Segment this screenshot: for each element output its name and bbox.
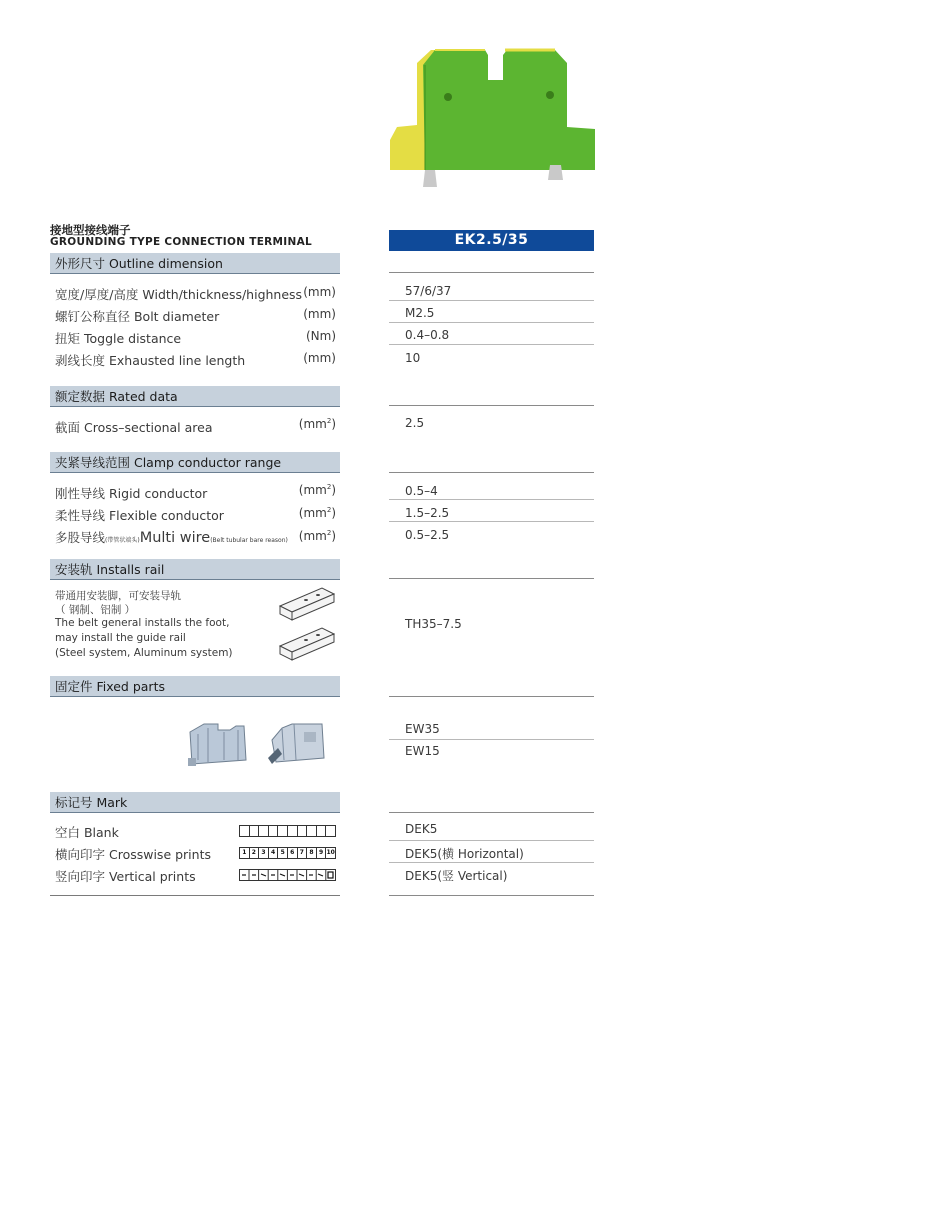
model-number: EK2.5/35 xyxy=(389,230,594,251)
section-mark: 标记号 Mark xyxy=(50,792,340,813)
section-rated-data: 额定数据 Rated data xyxy=(50,386,340,407)
divider xyxy=(389,272,594,273)
section-fixed-parts: 固定件 Fixed parts xyxy=(50,676,340,697)
value-fixed-part-ew35: EW35 xyxy=(405,722,440,736)
value-toggle-distance: 0.4–0.8 xyxy=(405,328,450,342)
value-rigid-conductor: 0.5–4 xyxy=(405,484,438,498)
unit-mm2: $(mm^2)$ xyxy=(298,529,336,543)
divider xyxy=(389,300,594,301)
value-installs-rail: TH35–7.5 xyxy=(405,617,462,631)
value-strip-length: 10 xyxy=(405,351,421,365)
value-multi-wire: 0.5–2.5 xyxy=(405,528,450,542)
label-mark-blank: 空白 Blank xyxy=(55,825,119,840)
divider xyxy=(389,322,594,323)
unit-mm: (mm) xyxy=(303,307,336,321)
label-multi-wire: 多股导线(带管状端头)Multi wire(Belt tubular bare reason) xyxy=(55,530,288,546)
divider xyxy=(389,521,594,522)
label-cross-sectional-area: 截面 Cross–sectional area xyxy=(55,420,213,435)
label-flexible-conductor: 柔性导线 Flexible conductor xyxy=(55,508,224,523)
rail-note-line: 带通用安装脚，可安装导轨 xyxy=(55,590,181,602)
title-english: GROUNDING TYPE CONNECTION TERMINAL xyxy=(50,236,313,248)
divider xyxy=(389,862,594,863)
unit-nm: (Nm) xyxy=(305,329,336,343)
section-clamp-conductor-range: 夹紧导线范围 Clamp conductor range xyxy=(50,452,340,473)
divider xyxy=(389,472,594,473)
vertical-marker-strip xyxy=(239,869,336,881)
table-bottom-rule xyxy=(389,895,594,896)
value-mark-blank: DEK5 xyxy=(405,822,438,836)
terminal-block-image xyxy=(385,45,600,193)
rail-note-line: The belt general installs the foot, xyxy=(55,617,230,629)
divider xyxy=(389,405,594,406)
label-rigid-conductor: 刚性导线 Rigid conductor xyxy=(55,486,208,501)
label-bolt-diameter: 螺钉公称直径 Bolt diameter xyxy=(55,309,220,324)
divider xyxy=(389,696,594,697)
section-outline-dimension: 外形尺寸 Outline dimension xyxy=(50,253,340,274)
unit-mm: (mm) xyxy=(303,351,336,365)
label-mark-vertical: 竖向印字 Vertical prints xyxy=(55,869,196,884)
table-bottom-rule xyxy=(50,895,340,896)
value-dimensions: 57/6/37 xyxy=(405,284,452,298)
rail-note-line: (Steel system, Aluminum system) xyxy=(55,647,233,659)
rail-note-line: may install the guide rail xyxy=(55,632,186,644)
rail-note-line: （ 钢制、铝制 ） xyxy=(55,604,136,616)
value-mark-vertical: DEK5(竖 Vertical) xyxy=(405,869,508,883)
end-bracket-ew15-icon xyxy=(264,720,326,768)
din-rail-icon xyxy=(276,584,340,666)
divider xyxy=(389,840,594,841)
divider xyxy=(389,499,594,500)
value-bolt-diameter: M2.5 xyxy=(405,306,435,320)
label-mark-crosswise: 横向印字 Crosswise prints xyxy=(55,847,211,862)
value-mark-crosswise: DEK5(横 Horizontal) xyxy=(405,847,524,861)
crosswise-marker-strip: 1 2 3 4 5 6 7 8 9 10 xyxy=(239,847,335,859)
label-strip-length: 剥线长度 Exhausted line length xyxy=(55,353,246,368)
unit-mm2: $(mm^2)$ xyxy=(298,506,336,520)
title-chinese: 接地型接线端子 xyxy=(50,223,131,237)
unit-mm: (mm) xyxy=(303,285,336,299)
unit-mm2: $(mm^2)$ xyxy=(298,483,336,497)
divider xyxy=(389,578,594,579)
value-fixed-part-ew15: EW15 xyxy=(405,744,440,758)
divider xyxy=(389,812,594,813)
unit-mm2: $(mm^2)$ xyxy=(298,417,336,431)
divider xyxy=(389,344,594,345)
label-toggle-distance: 扭矩 Toggle distance xyxy=(55,331,182,346)
end-bracket-ew35-icon xyxy=(184,720,254,768)
section-installs-rail: 安装轨 Installs rail xyxy=(50,559,340,580)
blank-marker-strip xyxy=(239,825,335,837)
label-width-thickness-height: 宽度/厚度/高度 Width/thickness/highness xyxy=(55,287,303,302)
divider xyxy=(389,739,594,740)
value-flexible-conductor: 1.5–2.5 xyxy=(405,506,450,520)
value-cross-sectional-area: 2.5 xyxy=(405,416,425,430)
